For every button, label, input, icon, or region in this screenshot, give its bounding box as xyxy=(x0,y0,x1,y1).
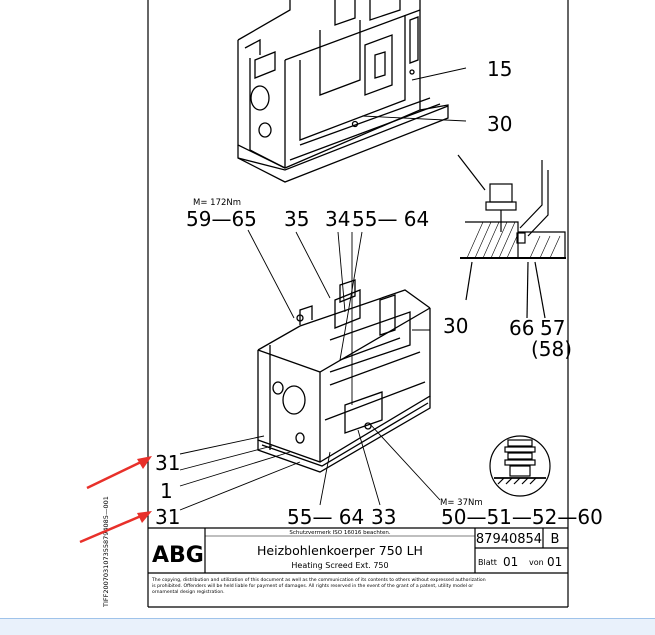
arrowhead-upper xyxy=(137,456,152,469)
torque-label-bottom: M= 37Nm xyxy=(440,498,483,508)
callout-35: 35 xyxy=(284,207,310,231)
torque-label-top: M= 172Nm xyxy=(193,198,242,208)
lower-assembly-view xyxy=(258,280,430,472)
callout-30-top: 30 xyxy=(487,112,513,136)
margin-file-id: TIFF2007031073558794085—001 xyxy=(102,496,110,607)
drawing-title-en: Heating Screed Ext. 750 xyxy=(291,561,389,570)
callout-33: 33 xyxy=(371,505,397,529)
bolt-detail-circle xyxy=(490,436,550,496)
sheet-label: Blatt xyxy=(478,558,497,567)
callout-31-second: 31 xyxy=(155,505,181,529)
callout-66: 66 xyxy=(509,316,535,340)
arrowhead-lower xyxy=(137,511,152,523)
callout-31-first: 31 xyxy=(155,451,181,475)
callout-30-right: 30 xyxy=(443,314,469,338)
sheet-number: 01 xyxy=(503,555,519,569)
of-label: von xyxy=(529,558,544,567)
callout-50-60: 50—51—52—60 xyxy=(441,505,603,529)
callout-55-64-bottom: 55— 64 xyxy=(287,505,365,529)
drawing-title-de: Heizbohlenkoerper 750 LH xyxy=(257,543,423,558)
annotation-arrows xyxy=(80,456,152,542)
protection-note: Schutzvermerk ISO 16016 beachten. xyxy=(289,530,391,536)
copyright-line-1: The copying, distribution and utilization of this document as well as the communication of its contents to others without expressed authorization xyxy=(152,578,486,583)
viewer-status-bar xyxy=(0,618,655,635)
revision: B xyxy=(550,532,560,547)
upper-assembly-view xyxy=(238,0,448,182)
abg-logo: ABG xyxy=(152,543,204,568)
part-number: 87940854 xyxy=(475,532,543,547)
callout-59-65: 59—65 xyxy=(186,207,257,231)
callout-57: 57 xyxy=(540,316,566,340)
callout-1: 1 xyxy=(160,479,173,503)
detail-hatch xyxy=(467,222,560,258)
total-sheets: 01 xyxy=(547,555,563,569)
callout-55-64-top: 55— 64 xyxy=(352,207,430,231)
annotation-arrow-upper xyxy=(87,462,141,488)
callout-15: 15 xyxy=(487,57,513,81)
annotation-arrow-lower xyxy=(80,516,141,542)
copyright-line-3: ornamental design registration. xyxy=(152,590,225,595)
callout-34: 34 xyxy=(325,207,351,231)
callout-58: (58) xyxy=(531,337,573,361)
copyright-line-2: is prohibited. Offenders will be held liable for payment of damages. All rights reserved in the event of the grant of a patent, utility model or xyxy=(152,584,474,589)
